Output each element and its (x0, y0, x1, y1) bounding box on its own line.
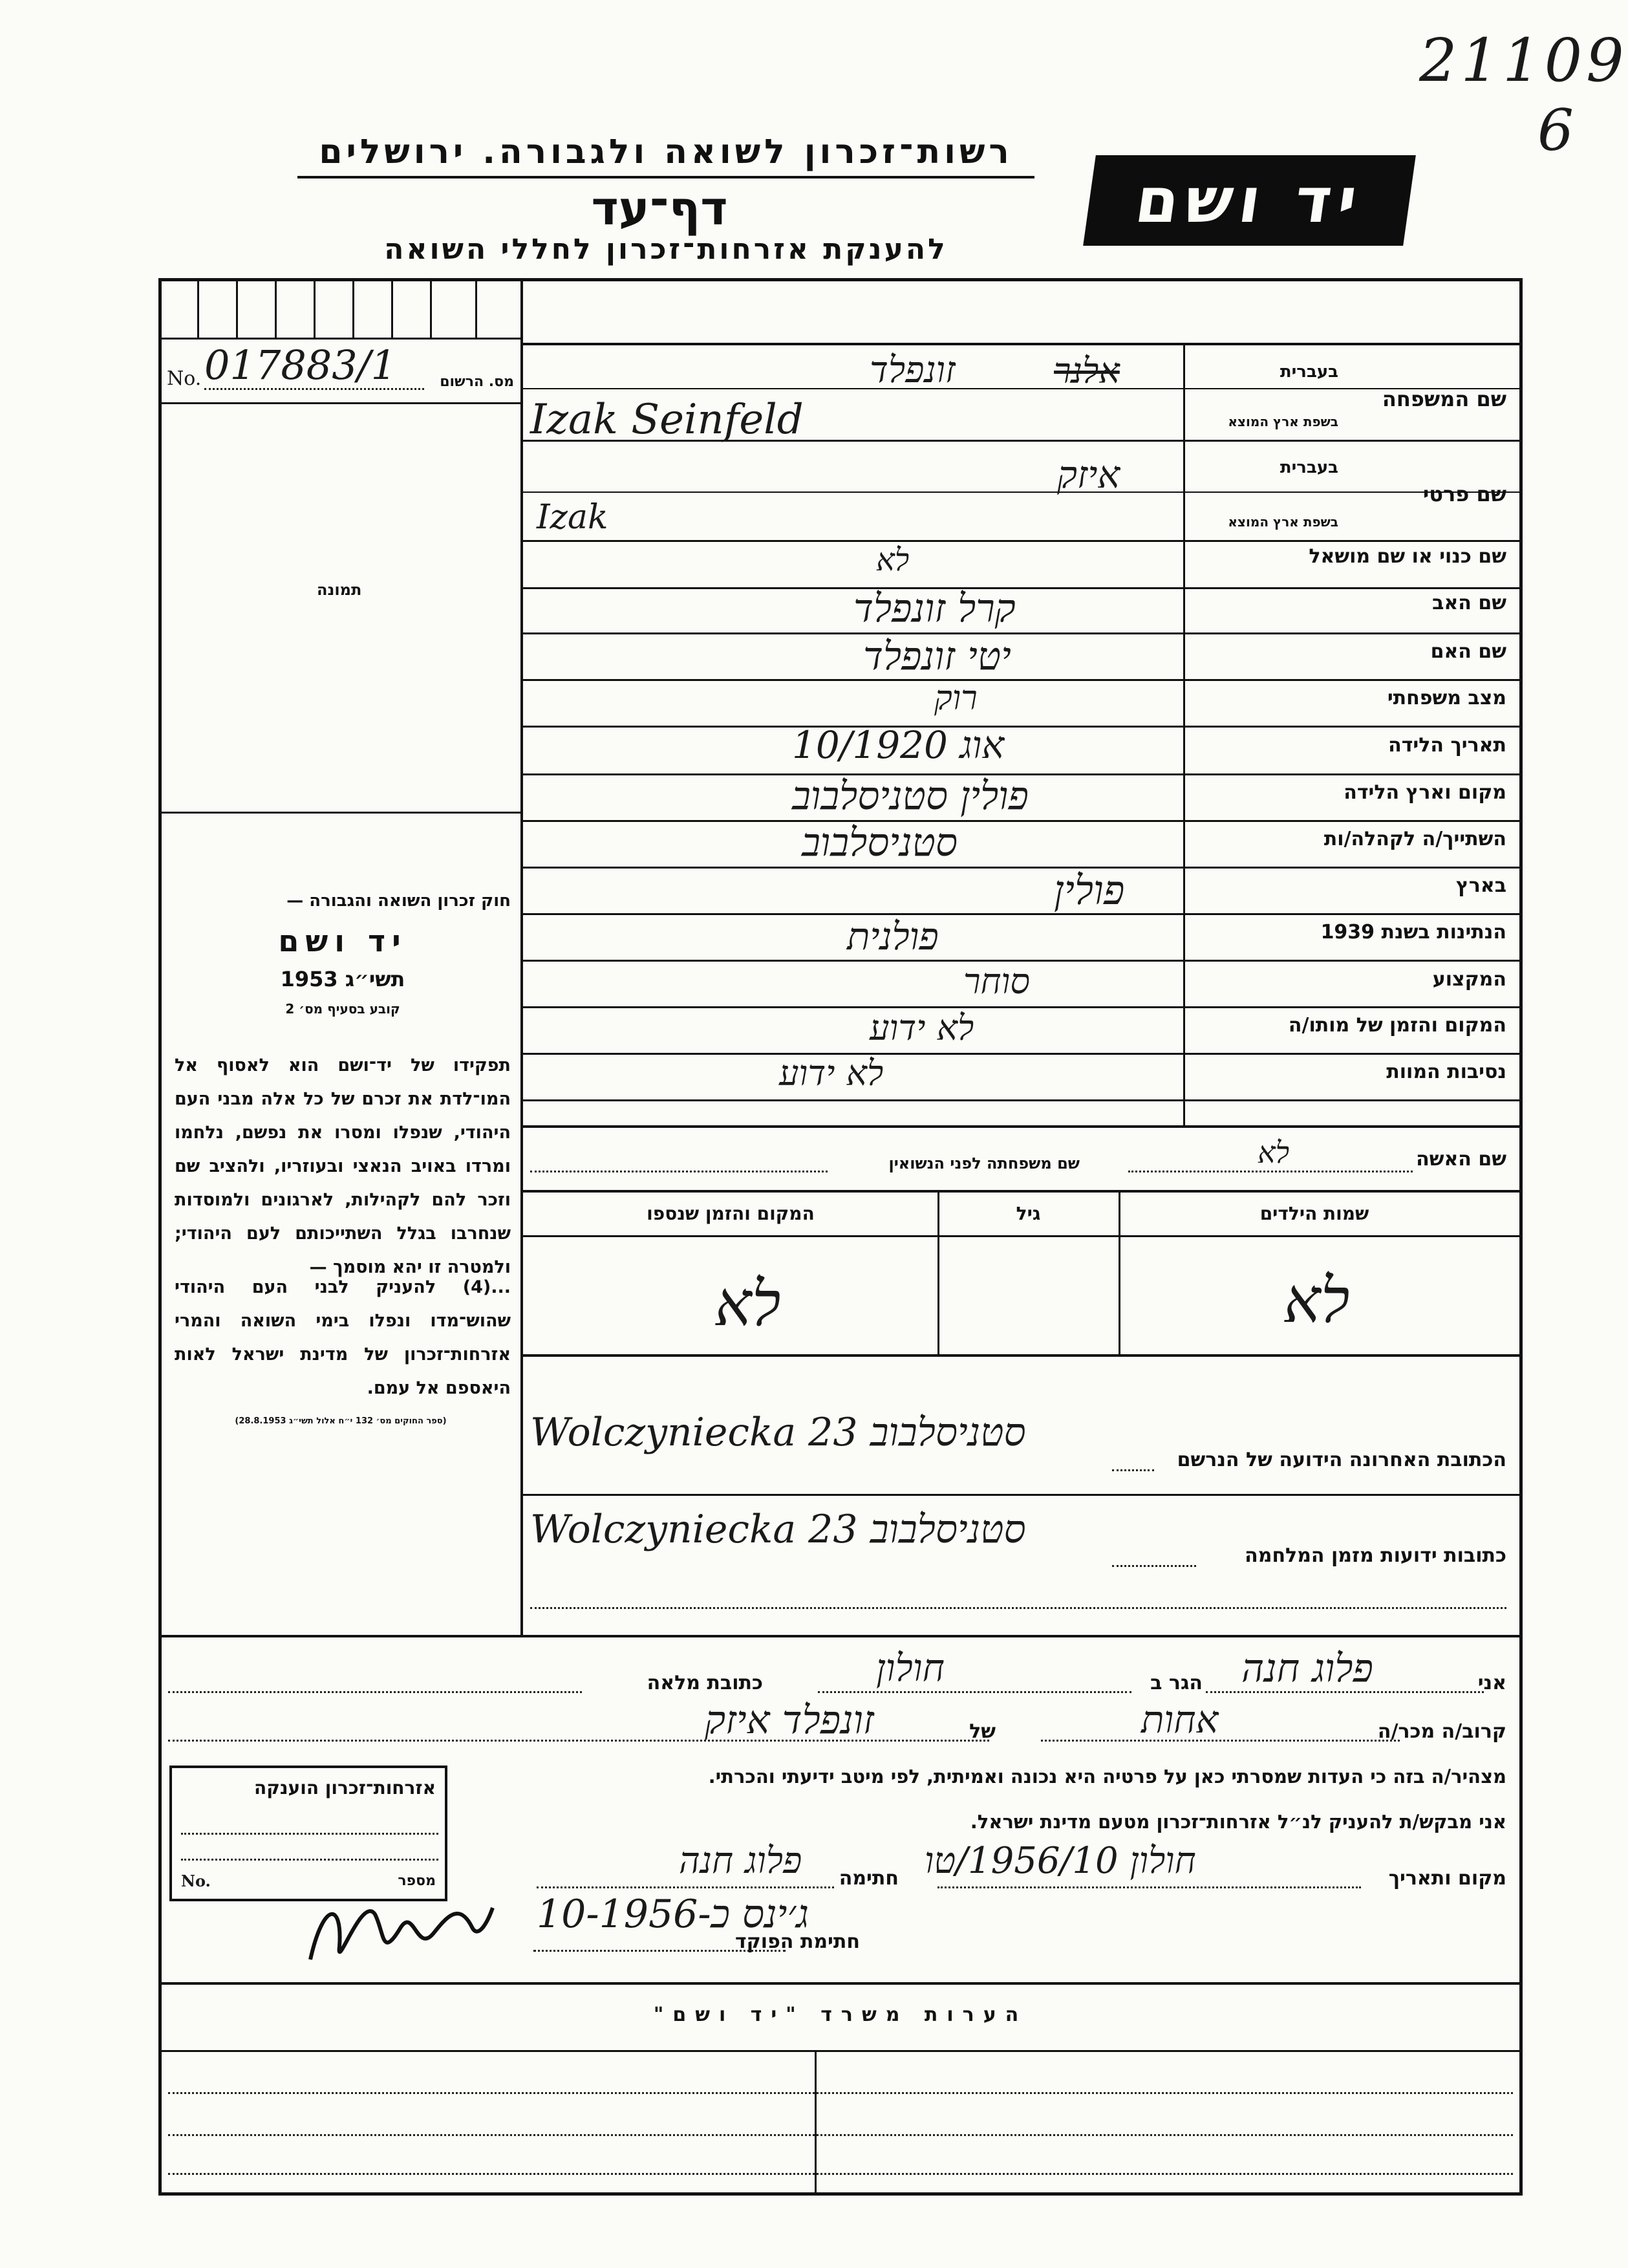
label-relative: קרוב/ה מכר/ה (1377, 1720, 1506, 1743)
value-family-hebrew: זונפלד (870, 349, 956, 391)
label-death-place-time: המקום והזמן של מותו/ה (1288, 1014, 1506, 1037)
value-relative: אחות (1141, 1698, 1219, 1742)
value-mother: יטי זונפלד (863, 634, 1011, 679)
value-children-names: לא (1283, 1264, 1350, 1337)
value-nickname: לא (876, 542, 910, 578)
grant-box (169, 1766, 447, 1901)
value-first-latin: Izak (537, 498, 608, 537)
value-marital: רוק (934, 679, 978, 718)
value-last-address: Wolczyniecka 23 סטניסלבוב (530, 1410, 1026, 1455)
value-death-circumstances: לא ידוע (779, 1053, 884, 1094)
yad-vashem-logo (1083, 155, 1416, 246)
law-year: תשי״ג 1953 (280, 967, 405, 991)
label-full-address: כתובת מלאה (647, 1672, 763, 1694)
header-children-place-time: המקום והזמן שנספו (647, 1203, 815, 1224)
value-family-latin: Izak Seinfeld (530, 396, 804, 444)
value-wife: לא (1258, 1135, 1290, 1170)
value-father: קרל זונפלד (853, 586, 1016, 631)
label-family-origin: בשפת ארץ המוצא (1228, 414, 1338, 429)
grant-box-number-prefix: No. (181, 1872, 211, 1890)
logo-text: יד ושם (1131, 164, 1368, 237)
label-nickname: שם כנוי או שם מושאל (1309, 545, 1506, 568)
label-country: בארץ (1455, 874, 1506, 897)
label-of: של (969, 1720, 996, 1743)
header-children-age: גיל (1016, 1203, 1041, 1224)
law-name: יד ושם (278, 923, 407, 958)
label-community: השתייך/ה לקהלה/ות (1323, 828, 1506, 850)
law-source: (ספר החוקים מס׳ 132 י״ח אלול תשי״ג 28.8.1953) (235, 1416, 447, 1426)
value-of: זונפלד איזק (705, 1698, 874, 1743)
authority-underline (297, 176, 1034, 178)
reg-number-prefix: No. (167, 367, 202, 390)
value-i: פלוג חנה (1241, 1646, 1373, 1691)
value-place-date: חולון 1956/10/טו (925, 1840, 1196, 1882)
law-title: חוק זכרון השואה והגבורה — (286, 891, 511, 911)
value-first-hebrew: איזק (1057, 453, 1120, 497)
archive-sub-number: 6 (1537, 97, 1574, 164)
label-maiden-name: שם משפחתה לפני הנשואין (888, 1154, 1080, 1172)
value-birth-place: פולין סטניסלבוב (792, 773, 1029, 819)
value-country: פולין (1054, 867, 1125, 914)
label-clerk-signature: חתימת הפוקד (735, 1930, 860, 1953)
reg-number-label: מס. הרשום (440, 374, 514, 390)
value-death-place-time: לא ידוע (870, 1008, 974, 1048)
office-remarks-title: הערות משרד "יד ושם" (653, 2003, 1028, 2026)
clerk-scribble (304, 1888, 498, 1979)
form-subtitle: להענקת אזרחות־זכרון לחללי השואה (384, 233, 948, 266)
label-place-date: מקום ותאריך (1388, 1867, 1506, 1890)
law-clause: קובע בסעיף מס׳ 2 (285, 1001, 400, 1017)
label-birth-date: תאריך הלידה (1388, 734, 1506, 757)
label-first-origin: בשפת ארץ המוצא (1228, 514, 1338, 530)
value-lives-in: חולון (876, 1646, 945, 1690)
column-divider (520, 278, 523, 1636)
value-signature: פלוג חנה (679, 1840, 802, 1882)
label-marital: מצב משפחתי (1387, 687, 1506, 709)
label-first-hebrew: בעברית (1280, 458, 1338, 477)
value-children-place-time: לא (714, 1268, 781, 1340)
archive-number: 21109 (1419, 26, 1628, 95)
label-citizenship: הנתינות בשנת 1939 (1320, 921, 1506, 944)
grant-box-title: אזרחות־זכרון הוענקה (254, 1777, 436, 1798)
value-family-struck: אלנר (1054, 351, 1120, 391)
value-war-address: Wolczyniecka 23 סטניסלבוב (530, 1507, 1026, 1552)
label-family-hebrew: בעברית (1280, 362, 1338, 382)
value-community: סטניסלבוב (802, 820, 958, 865)
declaration-request: אני מבקש/ת להעניק לנ״ל אזרחות־זכרון מטעם מדינת ישראל. (970, 1811, 1506, 1833)
label-lives-in: הגר ב (1150, 1672, 1203, 1694)
form-title: דף־עד (591, 181, 728, 235)
label-last-address: הכתובת האחרונה הידועה של הנרשם (1177, 1449, 1506, 1471)
declaration-statement: מצהיר/ה בזה כי העדות שמסרתי כאן על פרטיה היא נכונה ואמיתית, לפי מיטב ידיעתי והכרתי. (708, 1766, 1506, 1787)
label-father: שם האב (1432, 592, 1506, 614)
label-wife: שם האשה (1416, 1148, 1506, 1171)
label-mother: שם האם (1430, 640, 1506, 663)
value-profession: סוחר (963, 961, 1031, 1002)
value-clerk-signature: ג׳ינס כ-10-1956 (537, 1892, 809, 1937)
label-i: אני (1477, 1672, 1506, 1694)
law-text-clause-4: ...(4) להעניק לבני העם היהודי שהוש־מדו ונפלו בימי השואה והמרי אזרחות־זכרון של מדינת ישראל לאות היאספם אל עמם. (175, 1277, 511, 1398)
label-death-circumstances: נסיבות המוות (1386, 1061, 1506, 1083)
authority-title: רשות־זכרון לשואה ולגבורה. ירושלים (319, 133, 1013, 171)
law-text: תפקידו של יד־ושם הוא לאסוף אל המו־לדת את זכרם של כל אלה מבני העם היהודי, שנפלו ומסרו את נפשם, נלחמו ומרדו באויב הנאצי ובעוזריו, ולהציב שם וזכר להם לקהילות, לארגונים ולמוסדות שנחרבו בגלל השתייכותם לעם היהודי; ולמטרה זו יהא מוסמך — (175, 1055, 511, 1277)
label-signature: חתימה (839, 1867, 899, 1890)
grant-box-number-label: מספר (398, 1873, 436, 1889)
reg-number-value: 017883/1 (204, 341, 397, 389)
label-birth-place: מקום וארץ הלידה (1344, 781, 1506, 804)
label-war-address: כתובות ידועות מזמן המלחמה (1245, 1544, 1506, 1567)
label-profession: המקצוע (1432, 968, 1506, 991)
value-birth-date: 10/אוג 1920 (792, 723, 1005, 767)
header-children-names: שמות הילדים (1259, 1203, 1369, 1224)
photo-label: תמונה (317, 581, 362, 599)
label-family-name: שם המשפחה (1382, 387, 1506, 411)
label-first-name: שם פרטי (1422, 482, 1506, 506)
value-citizenship: פולנית (847, 914, 939, 958)
